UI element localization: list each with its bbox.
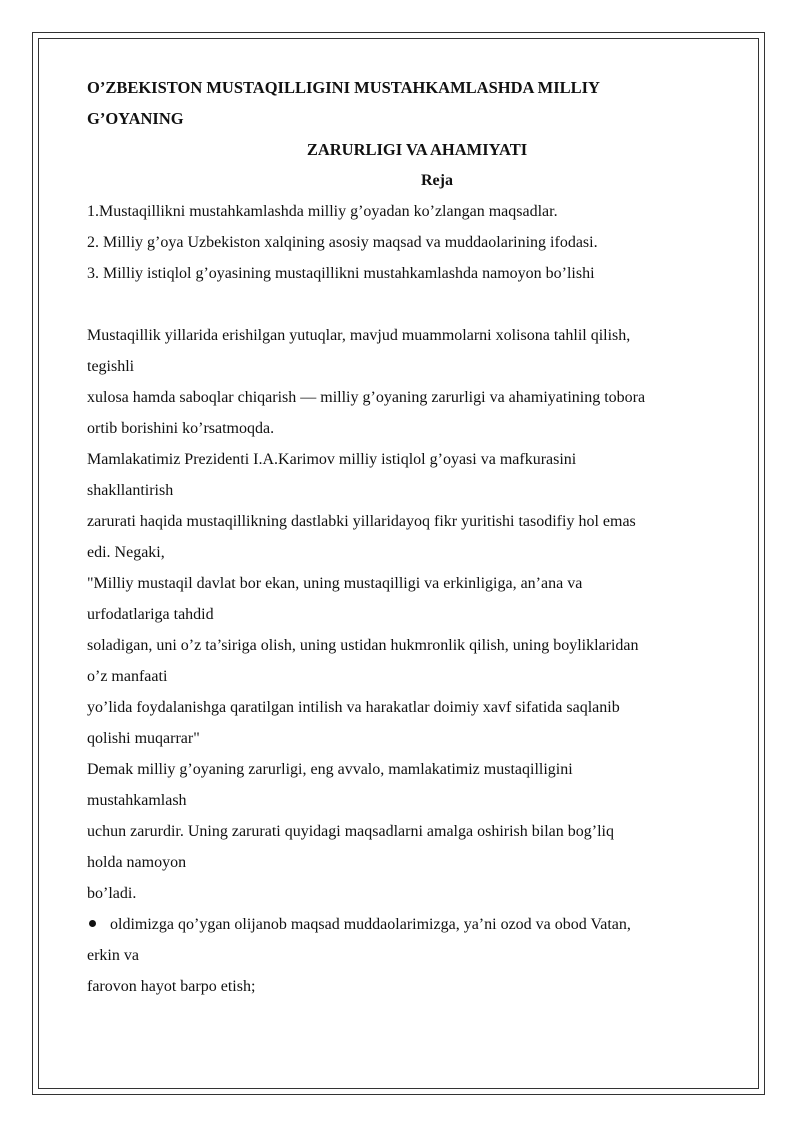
body-line: mustahkamlash	[87, 792, 187, 809]
body-line: tegishli	[87, 358, 135, 375]
body-line: holda namoyon	[87, 854, 187, 871]
document-subtitle: ZARURLIGI VA AHAMIYATI	[306, 140, 528, 159]
bullet-item-text: oldimizga qo’ygan olijanob maqsad muddaolarimizga, ya’ni ozod va obod Vatan,	[110, 916, 631, 933]
plan-item-3: 3. Milliy istiqlol g’oyasining mustaqillikni mustahkamlashda namoyon bo’lishi	[87, 265, 595, 282]
plan-heading: Reja	[421, 172, 453, 189]
body-line: Mustaqillik yillarida erishilgan yutuqlar, mavjud muammolarni xolisona tahlil qilish,	[87, 327, 631, 344]
bullet-item-continuation: erkin va	[87, 947, 139, 964]
body-line: Mamlakatimiz Prezidenti I.A.Karimov milliy istiqlol g’oyasi va mafkurasini	[87, 451, 577, 468]
body-line: "Milliy mustaqil davlat bor ekan, uning mustaqilligi va erkinligiga, an’ana va	[87, 575, 583, 592]
body-line: Demak milliy g’oyaning zarurligi, eng avvalo, mamlakatimiz mustaqilligini	[87, 761, 573, 778]
bullet-item-continuation: farovon hayot barpo etish;	[87, 978, 256, 995]
paragraph-spacer	[87, 289, 747, 320]
body-line: uchun zarurdir. Uning zarurati quyidagi maqsadlarni amalga oshirish bilan bog’liq	[87, 823, 614, 840]
body-line: edi. Negaki,	[87, 544, 165, 561]
body-line: xulosa hamda saboqlar chiqarish — milliy g’oyaning zarurligi va ahamiyatining tobora	[87, 389, 646, 406]
body-line: soladigan, uni o’z ta’siriga olish, uning ustidan hukmronlik qilish, uning boyliklaridan	[87, 637, 639, 654]
body-line: urfodatlariga tahdid	[87, 606, 214, 623]
body-line: shakllantirish	[87, 482, 174, 499]
document-title-line-2: G’OYANING	[87, 109, 184, 128]
body-line: ortib borishini ko’rsatmoqda.	[87, 420, 275, 437]
body-line: zarurati haqida mustaqillikning dastlabki yillaridayoq fikr yuritishi tasodifiy hol emas	[87, 513, 636, 530]
body-line: qolishi muqarrar"	[87, 730, 200, 747]
document-title-line-1: O’ZBEKISTON MUSTAQILLIGINI MUSTAHKAMLASHDA MILLIY	[87, 78, 600, 97]
document-content	[87, 72, 747, 1002]
body-line: bo’ladi.	[87, 885, 137, 902]
bullet-item	[87, 909, 747, 940]
plan-item-1: 1.Mustaqillikni mustahkamlashda milliy g’oyadan ko’zlangan maqsadlar.	[87, 203, 558, 220]
body-line: o’z manfaati	[87, 668, 168, 685]
body-line: yo’lida foydalanishga qaratilgan intilish va harakatlar doimiy xavf sifatida saqlanib	[87, 699, 620, 716]
plan-item-2: 2. Milliy g’oya Uzbekiston xalqining asosiy maqsad va muddaolarining ifodasi.	[87, 234, 598, 251]
bullet-dot-icon	[89, 920, 96, 927]
